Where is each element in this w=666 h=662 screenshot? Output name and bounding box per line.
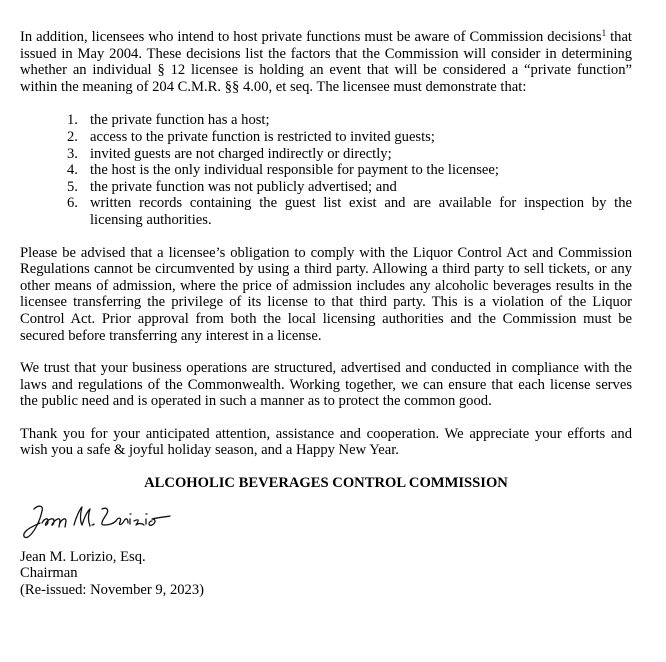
- list-text: written records containing the guest list exist and are available for inspection by the licensing authorities.: [90, 195, 632, 228]
- reissue-date: (Re-issued: November 9, 2023): [20, 581, 205, 598]
- list-number: 5.: [67, 178, 78, 195]
- list-number: 2.: [67, 128, 78, 145]
- list-number: 6.: [67, 195, 78, 212]
- third-party-paragraph: Please be advised that a licensee’s obligation to comply with the Liquor Control Act and Commission Regulations cannot be circumvented by using a third party. Allowing a third party to sell tickets, or any other means of admission, where the price of admission includes any alcoholic beverages results in the licensee transferring the privilege of its license to that third party. This is a violation of the Liquor Control Act. Prior approval from both the local licensing authorities and the Commission must be secured before transferring any interest in a license.: [20, 244, 632, 344]
- list-item: [20, 129, 632, 146]
- signer-name: Jean M. Lorizio, Esq.: [20, 548, 146, 565]
- list-number: 4.: [67, 162, 78, 179]
- list-text: invited guests are not charged indirectly or directly;: [90, 145, 392, 162]
- letter-body: [20, 29, 632, 598]
- handwritten-signature: [20, 501, 180, 543]
- intro-text: In addition, licensees who intend to host private functions must be aware of Commission decisions: [20, 29, 602, 45]
- footnote-reference[interactable]: 1: [601, 28, 607, 38]
- signature-block: [20, 549, 632, 599]
- list-text: access to the private function is restricted to invited guests;: [90, 128, 435, 145]
- intro-paragraph: [20, 29, 632, 95]
- list-item: [20, 195, 632, 228]
- list-text: the private function has a host;: [90, 112, 270, 129]
- list-number: 1.: [67, 112, 78, 129]
- list-number: 3.: [67, 145, 78, 162]
- list-text: the host is the only individual responsible for payment to the licensee;: [90, 162, 499, 179]
- intro-text-continued: that issued in May 2004. These decisions list the factors that the Commission will consider in determining whether an individual § 12 licensee is holding an event that will be considered a “private function” within the meaning of 204 C.M.R. §§ 4.00, et seq. The licensee must demonstrate that:: [20, 29, 632, 95]
- requirements-list: [20, 112, 632, 228]
- organization-name: ALCOHOLIC BEVERAGES CONTROL COMMISSION: [144, 475, 508, 492]
- list-item: [20, 179, 632, 196]
- compliance-paragraph: We trust that your business operations are structured, advertised and conducted in compliance with the laws and regulations of the Commonwealth. Working together, we can ensure that each license serves the public need and is operated in such a manner as to protect the common good.: [20, 360, 632, 410]
- list-item: [20, 146, 632, 163]
- list-item: [20, 162, 632, 179]
- signer-title: Chairman: [20, 565, 78, 582]
- list-item: [20, 112, 632, 129]
- list-text: the private function was not publicly advertised; and: [90, 178, 397, 195]
- closing-paragraph: Thank you for your anticipated attention, assistance and cooperation. We appreciate your efforts and wish you a safe & joyful holiday season, and a Happy New Year.: [20, 425, 632, 459]
